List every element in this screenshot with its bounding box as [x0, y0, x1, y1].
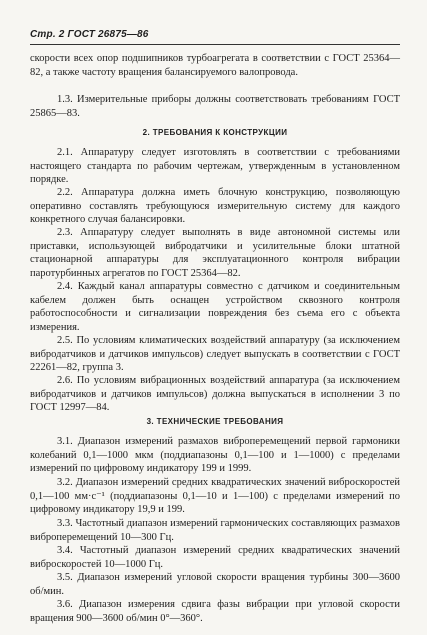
paragraph-3-2: 3.2. Диапазон измерений средних квадратических значений виброскоростей 0,1—100 мм·с⁻¹ (поддиапазоны 0,1—10 и 1—100) с пределами измерений по цифровому индикатору 19,9 и 199.	[30, 477, 400, 516]
section-3-heading: 3. ТЕХНИЧЕСКИЕ ТРЕБОВАНИЯ	[146, 417, 284, 426]
paragraph-3-5: 3.5. Диапазон измерений угловой скорости вращения турбины 300—3600 об/мин.	[30, 572, 400, 597]
paragraph-3-4: 3.4. Частотный диапазон измерений средних квадратических значений виброскоростей 10—1000 Гц.	[30, 545, 400, 570]
paragraph-2-6: 2.6. По условиям вибрационных воздействий аппаратура (за исключением вибродатчиков и датчиков импульсов) должна выпускаться в исполнении 3 по ГОСТ 12997—84.	[30, 375, 400, 414]
paragraph-1-3: 1.3. Измерительные приборы должны соответствовать требованиям ГОСТ 25865—83.	[30, 94, 400, 119]
section-2-heading: 2. ТРЕБОВАНИЯ К КОНСТРУКЦИИ	[142, 128, 288, 137]
paragraph-3-6: 3.6. Диапазон измерения сдвига фазы вибрации при угловой скорости вращения 900—3600 об/мин 0°—360°.	[30, 599, 400, 624]
continuation-paragraph: скорости всех опор подшипников турбоагрегата в соответствии с ГОСТ 25364—82, а также частоту вращения балансируемого валопровода.	[30, 53, 400, 78]
paragraph-3-1: 3.1. Диапазон измерений размахов виброперемещений первой гармоники колебаний 0,1—1000 мкм (поддиапазоны 0,1—100 и 1—1000) с пределами измерений по цифровому индикатору 199 и 1999.	[30, 436, 400, 475]
paragraph-2-5: 2.5. По условиям климатических воздействий аппаратуру (за исключением вибродатчиков и датчиков импульсов) следует выпускать в соответствии с ГОСТ 22261—82, группа 3.	[30, 335, 400, 374]
header-rule	[30, 44, 400, 45]
paragraph-2-3: 2.3. Аппаратуру следует выполнять в виде автономной системы или приставки, использующей вибродатчики и усилительные блоки штатной стационарной аппаратуры для эксплуатационного контроля вибрации паротурбинных агрегатов по ГОСТ 25364—82.	[30, 227, 400, 279]
paragraph-2-1: 2.1. Аппаратуру следует изготовлять в соответствии с требованиями настоящего стандарта по рабочим чертежам, утвержденным в установленном порядке.	[30, 147, 400, 186]
paragraph-2-4: 2.4. Каждый канал аппаратуры совместно с датчиком и соединительным кабелем должен быть оснащен устройством сквозного контроля работоспособности и сигнализации повреждения без съема его с объекта измерения.	[30, 281, 400, 333]
page-header: Стр. 2 ГОСТ 26875—86	[30, 29, 149, 40]
paragraph-2-2: 2.2. Аппаратура должна иметь блочную конструкцию, позволяющую оперативно составлять требующуюся измерительную систему для каждого конкретного случая балансировки.	[30, 187, 400, 226]
paragraph-3-3: 3.3. Частотный диапазон измерений гармонических составляющих размахов виброперемещений 10—300 Гц.	[30, 518, 400, 543]
